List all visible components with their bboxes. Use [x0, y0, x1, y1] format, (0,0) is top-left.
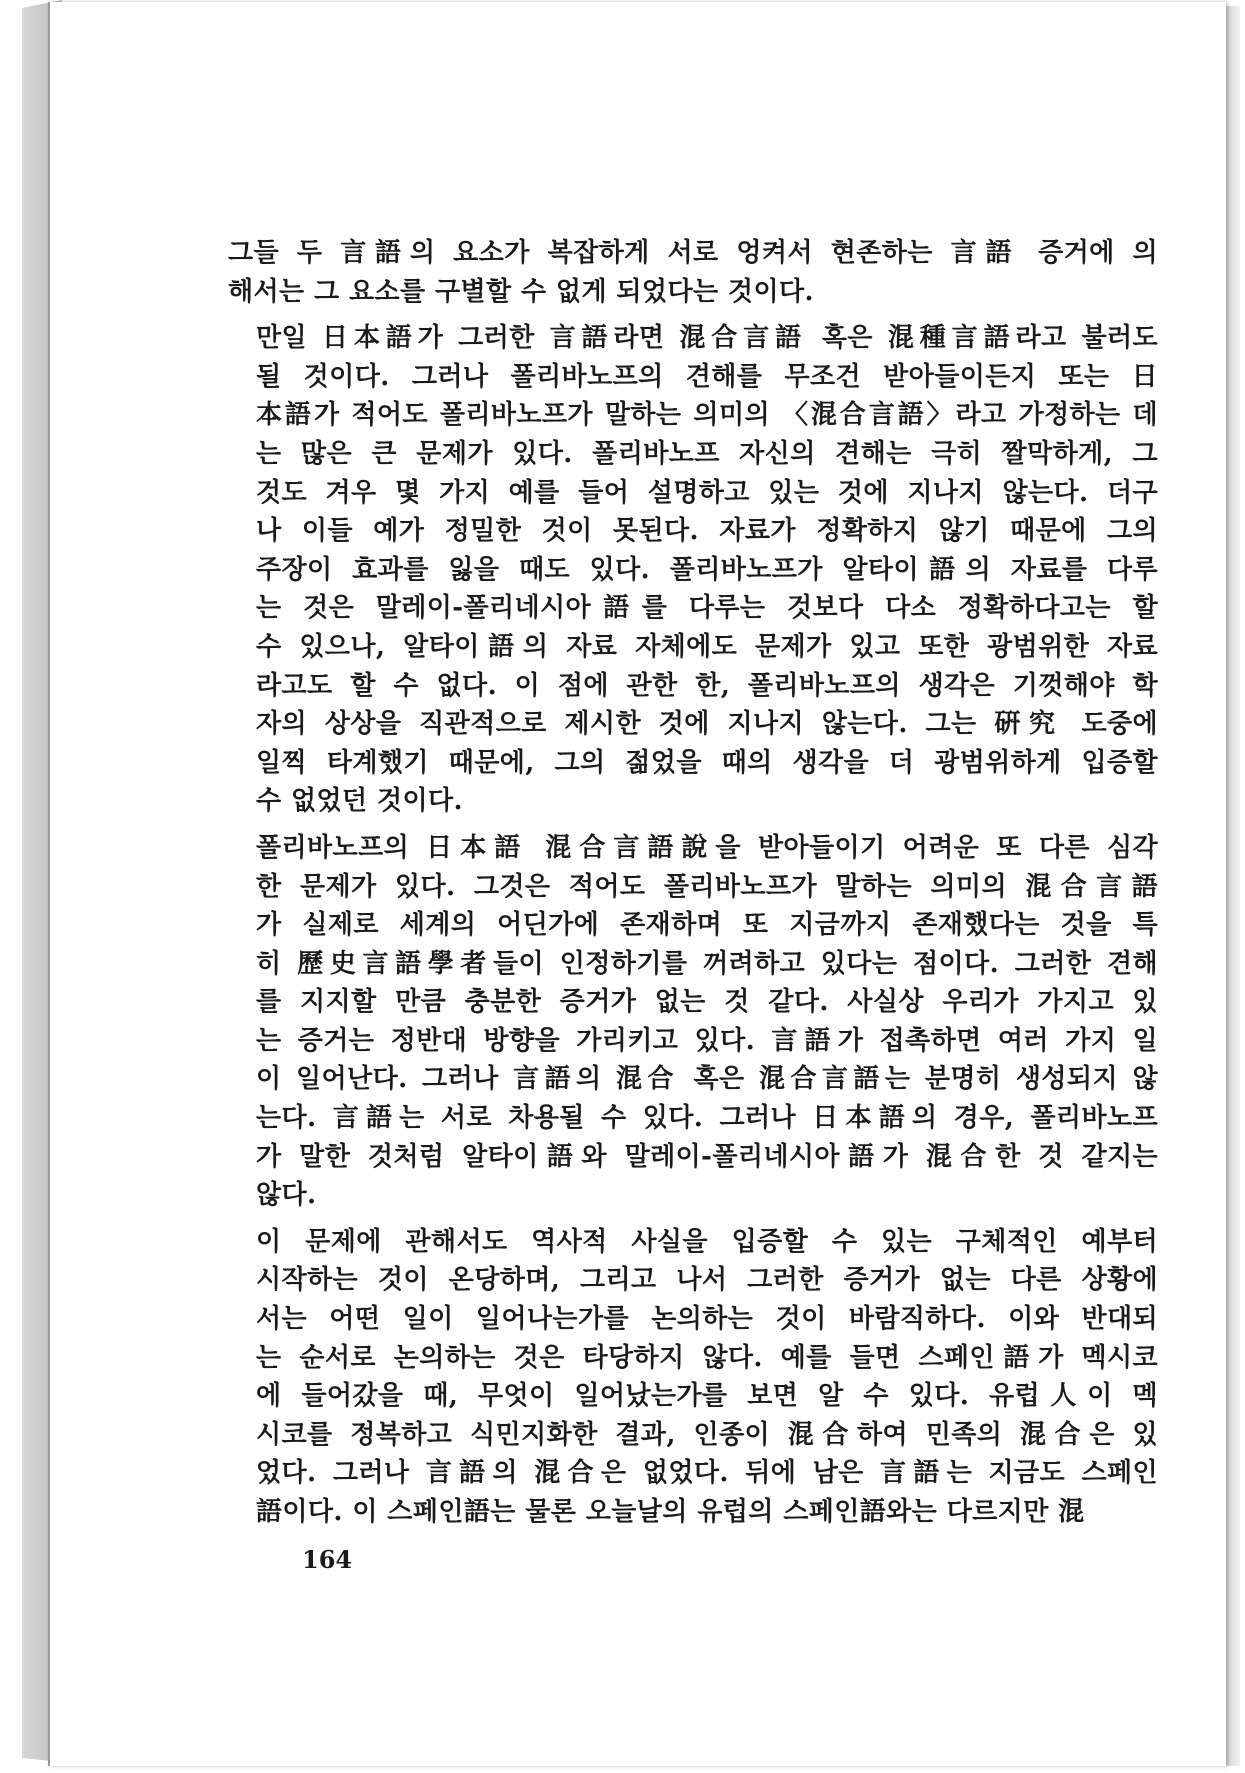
text-line: 를 지지할 만큼 충분한 증거가 없는 것 같다. 사실상 우리가 가지고 있: [256, 987, 1158, 1018]
text-line: 에 들어갔을 때, 무엇이 일어났는가를 보면 알 수 있다. 유럽人이 멕: [256, 1381, 1158, 1412]
paragraph: [228, 1223, 1158, 1532]
text-line: 수 있으나, 알타이語의 자료 자체에도 문제가 있고 또한 광범위한 자료: [256, 631, 1158, 662]
text-line: 주장이 효과를 잃을 때도 있다. 폴리바노프가 알타이語의 자료를 다루: [256, 554, 1158, 585]
text-line: 는다. 言語는 서로 차용될 수 있다. 그러나 日本語의 경우, 폴리바노프: [256, 1103, 1158, 1134]
text-line: 해서는 그 요소를 구별할 수 없게 되었다는 것이다.: [228, 276, 814, 307]
text-line: 는 것은 말레이-폴리네시아語를 다루는 것보다 다소 정확하다고는 할: [256, 593, 1158, 624]
text-line: 히 歷史言語學者들이 인정하기를 꺼려하고 있다는 점이다. 그러한 견해: [256, 948, 1158, 979]
text-line: 라고도 할 수 없다. 이 점에 관한 한, 폴리바노프의 생각은 기껏해야 학: [256, 670, 1158, 701]
text-line: 수 없었던 것이다.: [256, 786, 463, 817]
text-line: 폴리바노프의 日本語 混合言語說을 받아들이기 어려운 또 다른 심각: [256, 832, 1158, 863]
text-line: 될 것이다. 그러나 폴리바노프의 견해를 무조건 받아들이든지 또는 日: [256, 361, 1158, 392]
page-number: 164: [302, 1545, 353, 1574]
text-line: 이 문제에 관해서도 역사적 사실을 입증할 수 있는 구체적인 예부터: [256, 1226, 1158, 1257]
text-line: 않다.: [256, 1180, 317, 1211]
text-line: 는 증거는 정반대 방향을 가리키고 있다. 言語가 접촉하면 여러 가지 일: [256, 1025, 1158, 1056]
text-line: 일찍 타계했기 때문에, 그의 젊었을 때의 생각을 더 광범위하게 입증할: [256, 747, 1158, 778]
text-line: 것도 겨우 몇 가지 예를 들어 설명하고 있는 것에 지나지 않는다. 더구: [256, 477, 1158, 508]
body-text: [228, 234, 1158, 1540]
text-line: 는 순서로 논의하는 것은 타당하지 않다. 예를 들면 스페인語가 멕시코: [256, 1342, 1158, 1373]
text-line: 가 실제로 세계의 어딘가에 존재하며 또 지금까지 존재했다는 것을 특: [256, 910, 1158, 941]
paragraph: [228, 829, 1158, 1215]
paragraph: [228, 234, 1158, 311]
text-line: 이 일어난다. 그러나 言語의 混合 혹은 混合言語는 분명히 생성되지 않: [256, 1064, 1158, 1095]
text-line: 그들 두 言語의 요소가 복잡하게 서로 엉켜서 현존하는 言語 증거에 의: [228, 238, 1158, 268]
text-line: 시작하는 것이 온당하며, 그리고 나서 그러한 증거가 없는 다른 상황에: [256, 1265, 1158, 1296]
text-line: 語이다. 이 스페인語는 물론 오늘날의 유럽의 스페인語와는 다르지만 混: [256, 1497, 1085, 1527]
text-line: 한 문제가 있다. 그것은 적어도 폴리바노프가 말하는 의미의 混合言語: [256, 871, 1158, 902]
text-line: 자의 상상을 직관적으로 제시한 것에 지나지 않는다. 그는 硏究 도중에: [256, 709, 1158, 740]
text-line: 가 말한 것처럼 알타이語와 말레이-폴리네시아語가 混合한 것 같지는: [256, 1141, 1158, 1172]
paragraph: [228, 319, 1158, 821]
text-line: 만일 日本語가 그러한 言語라면 混合言語 혹은 混種言語라고 불러도: [256, 323, 1158, 354]
text-line: 었다. 그러나 言語의 混合은 없었다. 뒤에 남은 言語는 지금도 스페인: [256, 1458, 1158, 1489]
text-line: 는 많은 큰 문제가 있다. 폴리바노프 자신의 견해는 극히 짤막하게, 그: [256, 438, 1158, 469]
text-line: 本語가 적어도 폴리바노프가 말하는 의미의 〈混合言語〉라고 가정하는 데: [256, 400, 1158, 431]
text-line: 나 이들 예가 정밀한 것이 못된다. 자료가 정확하지 않기 때문에 그의: [256, 516, 1158, 547]
text-line: 시코를 정복하고 식민지화한 결과, 인종이 混合하여 민족의 混合은 있: [256, 1419, 1158, 1450]
page-sheet: [48, 2, 1226, 1766]
text-line: 서는 어떤 일이 일어나는가를 논의하는 것이 바람직하다. 이와 반대되: [256, 1304, 1158, 1335]
